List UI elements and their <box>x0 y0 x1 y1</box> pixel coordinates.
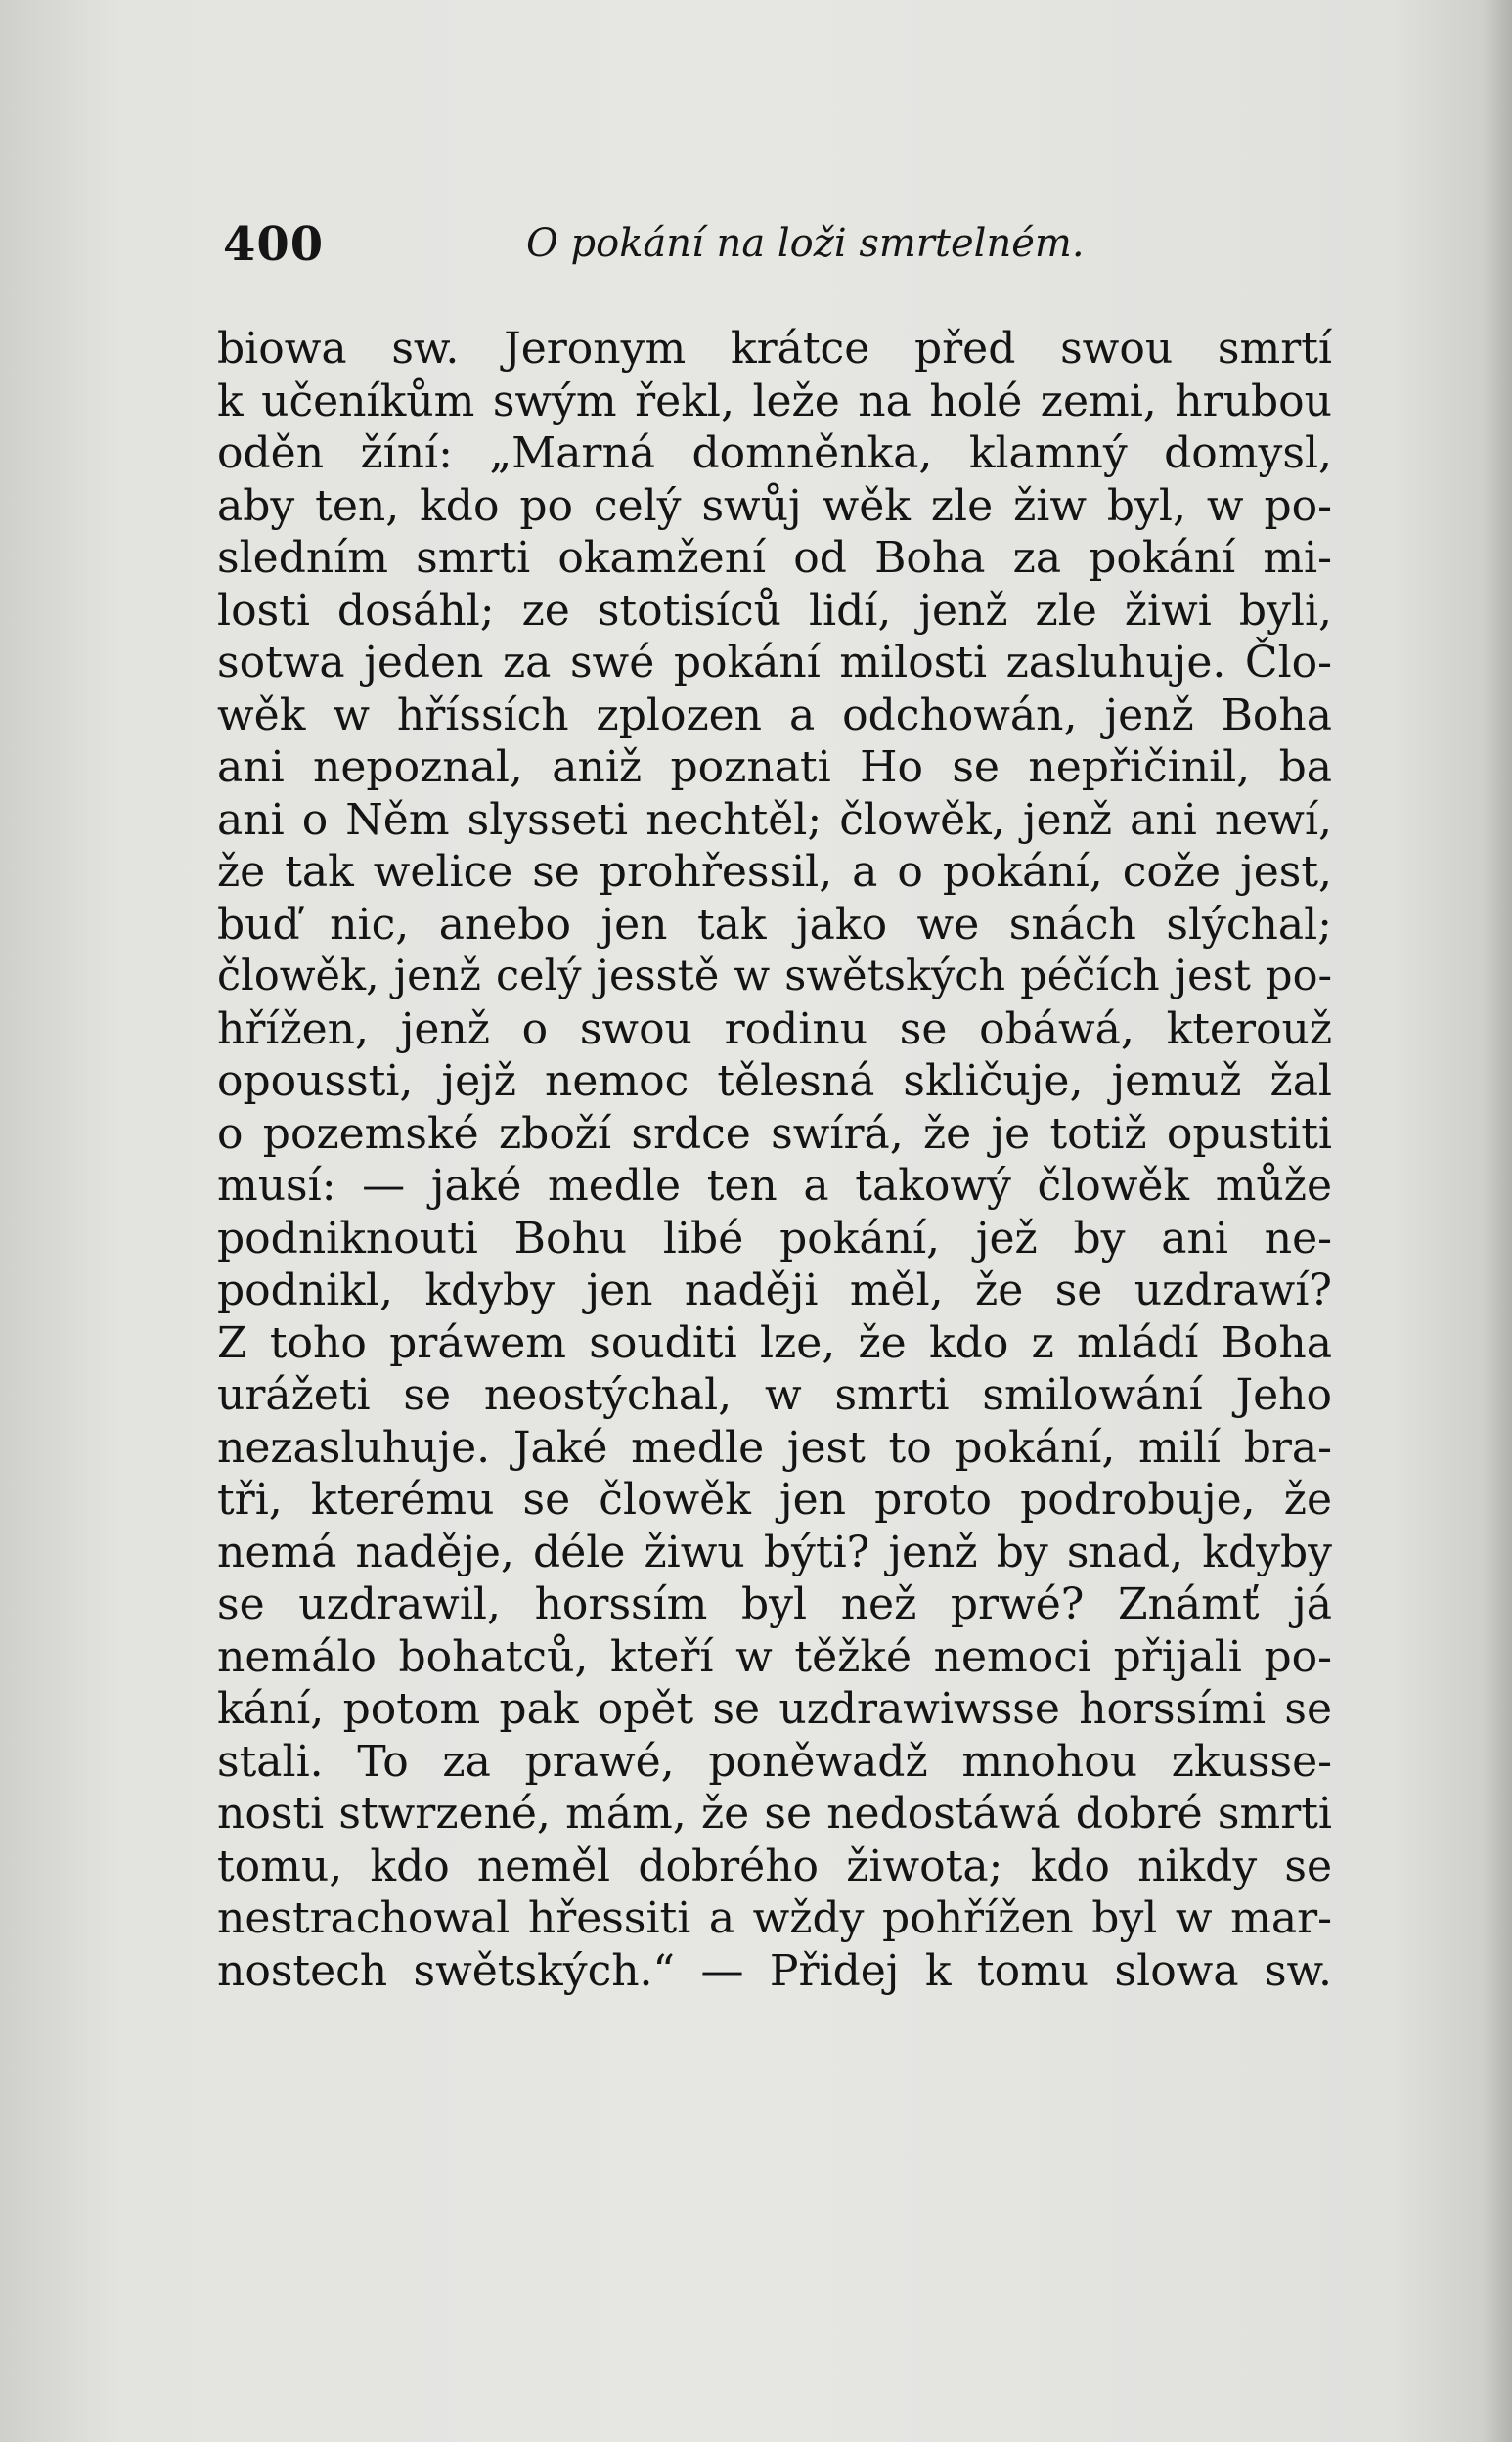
text-line: wěk w hříssích zplozen a odchowán, jenž Boha <box>217 689 1332 740</box>
page-edge-shadow <box>1483 0 1512 2442</box>
text-line: že tak welice se prohřessil, a o pokání, cože jest, <box>217 847 1332 897</box>
running-title: O pokání na loži smrtelném. <box>526 221 1085 266</box>
text-line: k učeníkům swým řekl, leže na holé zemi, hrubou <box>217 376 1332 426</box>
text-line: opoussti, jejž nemoc tělesná skličuje, jemuž žal <box>217 1056 1332 1106</box>
page-header <box>223 217 1348 276</box>
text-line: nestrachowal hřessiti a wždy pohřížen byl w mar- <box>217 1893 1332 1943</box>
text-line: hřížen, jenž o swou rodinu se obáwá, kterouž <box>217 1003 1332 1054</box>
text-line: sotwa jeden za swé pokání milosti zasluhuje. Člo- <box>217 638 1332 688</box>
text-line: losti dosáhl; ze stotisíců lidí, jenž zle žiwi byli, <box>217 585 1332 636</box>
text-line: nemálo bohatců, kteří w těžké nemoci přijali po- <box>217 1631 1332 1682</box>
text-line: Z toho práwem souditi lze, že kdo z mládí Boha <box>217 1317 1332 1368</box>
text-line: tři, kterému se člowěk jen proto podrobuje, že <box>217 1475 1332 1525</box>
text-line: tomu, kdo neměl dobrého žiwota; kdo nikdy se <box>217 1841 1332 1891</box>
text-line: se uzdrawil, horssím byl než prwé? Známť já <box>217 1579 1332 1629</box>
text-line: nemá naděje, déle žiwu býti? jenž by snad, kdyby <box>217 1527 1332 1577</box>
page-number: 400 <box>223 217 325 272</box>
text-line: biowa sw. Jeronym krátce před swou smrtí <box>217 324 1332 374</box>
text-line: ani o Něm slysseti nechtěl; člowěk, jenž ani newí, <box>217 794 1332 845</box>
text-line: stali. To za prawé, poněwadž mnohou zkusse- <box>217 1736 1332 1787</box>
text-line: kání, potom pak opět se uzdrawiwsse horssími se <box>217 1684 1332 1734</box>
text-line: aby ten, kdo po celý swůj wěk zle žiw byl, w po- <box>217 480 1332 531</box>
text-line: oděn žíní: „Marná domněnka, klamný domysl, <box>217 428 1332 478</box>
text-line: buď nic, anebo jen tak jako we snách slýchal; <box>217 899 1332 950</box>
text-line: ani nepoznal, aniž poznati Ho se nepřičinil, ba <box>217 742 1332 792</box>
text-line: urážeti se neostýchal, w smrti smilowání Jeho <box>217 1370 1332 1420</box>
text-line: o pozemské zboží srdce swírá, že je totiž opustiti <box>217 1108 1332 1159</box>
text-line: nostech swětských.“ — Přidej k tomu slowa sw. <box>217 1945 1332 1996</box>
text-line: podniknouti Bohu libé pokání, jež by ani ne- <box>217 1213 1332 1264</box>
text-line: nosti stwrzené, mám, že se nedostáwá dobré smrti <box>217 1789 1332 1839</box>
text-line: sledním smrti okamžení od Boha za pokání mi- <box>217 533 1332 583</box>
text-line: musí: — jaké medle ten a takowý člowěk může <box>217 1161 1332 1211</box>
text-line: podnikl, kdyby jen naději měl, že se uzdrawí? <box>217 1265 1332 1315</box>
text-line: člowěk, jenž celý jesstě w swětských péčích jest po- <box>217 952 1332 1000</box>
text-line: nezasluhuje. Jaké medle jest to pokání, milí bra- <box>217 1422 1332 1473</box>
body-text <box>217 323 1332 1997</box>
